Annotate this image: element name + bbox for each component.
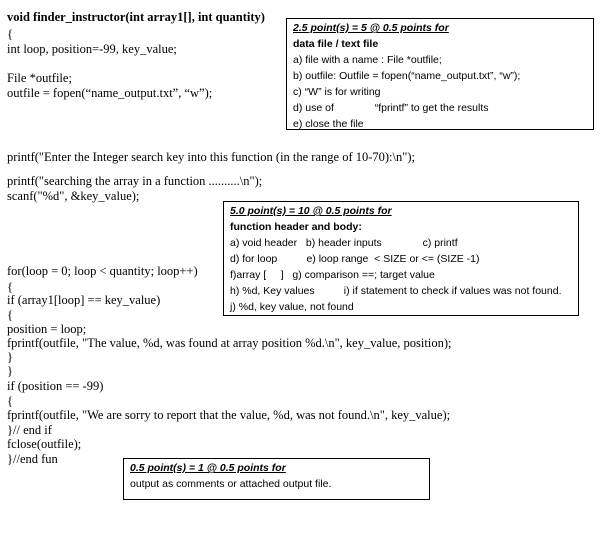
rubric-function-item: a) void header b) header inputs c) printf xyxy=(230,237,458,249)
code-fprintf-found: fprintf(outfile, "The value, %d, was found at array position %d.\n", key_value, position); xyxy=(7,336,452,350)
rubric-file-item: e) close the file xyxy=(293,118,364,130)
code-end-if: }// end if xyxy=(7,423,52,437)
code-decl-vars: int loop, position=-99, key_value; xyxy=(7,42,177,56)
rubric-function-heading: 5.0 point(s) = 10 @ 0.5 points for xyxy=(230,205,392,217)
code-if-nf-open: { xyxy=(7,394,13,408)
rubric-function-subheading: function header and body: xyxy=(230,221,362,233)
code-for-open: { xyxy=(7,280,13,294)
rubric-file-item: b) outfile: Outfile = fopen(“name_output.txt”, “w”); xyxy=(293,70,521,82)
rubric-function-item: d) for loop e) loop range < SIZE or <= (SIZE -1) xyxy=(230,253,480,265)
rubric-file-subheading: data file / text file xyxy=(293,38,379,50)
rubric-function-item: j) %d, key value, not found xyxy=(230,301,354,313)
rubric-file-item: a) file with a name : File *outfile; xyxy=(293,54,442,66)
rubric-function-box xyxy=(223,201,579,316)
code-close-for: } xyxy=(7,364,13,378)
rubric-file-item: c) “W” is for writing xyxy=(293,86,381,98)
rubric-function-item: h) %d, Key values i) if statement to check if values was not found. xyxy=(230,285,562,297)
function-signature: void finder_instructor(int array1[], int quantity) xyxy=(7,10,265,24)
code-position-assign: position = loop; xyxy=(7,322,87,336)
rubric-output-text: output as comments or attached output file. xyxy=(130,478,332,490)
rubric-function-item: f)array [ ] g) comparison ==; target value xyxy=(230,269,435,281)
rubric-file-heading: 2.5 point(s) = 5 @ 0.5 points for xyxy=(293,22,449,34)
code-printf-searching: printf("searching the array in a function ..........\n"); xyxy=(7,174,263,188)
code-open-brace: { xyxy=(7,27,13,41)
code-decl-file: File *outfile; xyxy=(7,71,72,85)
code-fprintf-not-found: fprintf(outfile, "We are sorry to report that the value, %d, was not found.\n", key_value); xyxy=(7,408,451,422)
code-end-fun: }//end fun xyxy=(7,452,58,466)
rubric-file-box xyxy=(286,18,594,130)
code-scanf: scanf("%d", &key_value); xyxy=(7,189,140,203)
code-printf-enter: printf("Enter the Integer search key into this function (in the range of 10-70):\n"); xyxy=(7,150,415,164)
rubric-file-item: d) use of “fprintf” to get the results xyxy=(293,102,489,114)
code-fopen: outfile = fopen(“name_output.txt”, “w”); xyxy=(7,86,213,100)
code-fclose: fclose(outfile); xyxy=(7,437,82,451)
code-if-not-found: if (position == -99) xyxy=(7,379,104,393)
code-for-loop: for(loop = 0; loop < quantity; loop++) xyxy=(7,264,198,278)
code-if-compare: if (array1[loop] == key_value) xyxy=(7,293,161,307)
rubric-output-heading: 0.5 point(s) = 1 @ 0.5 points for xyxy=(130,462,286,474)
rubric-output-box xyxy=(123,458,430,500)
code-if-open: { xyxy=(7,308,13,322)
code-close-if: } xyxy=(7,350,13,364)
